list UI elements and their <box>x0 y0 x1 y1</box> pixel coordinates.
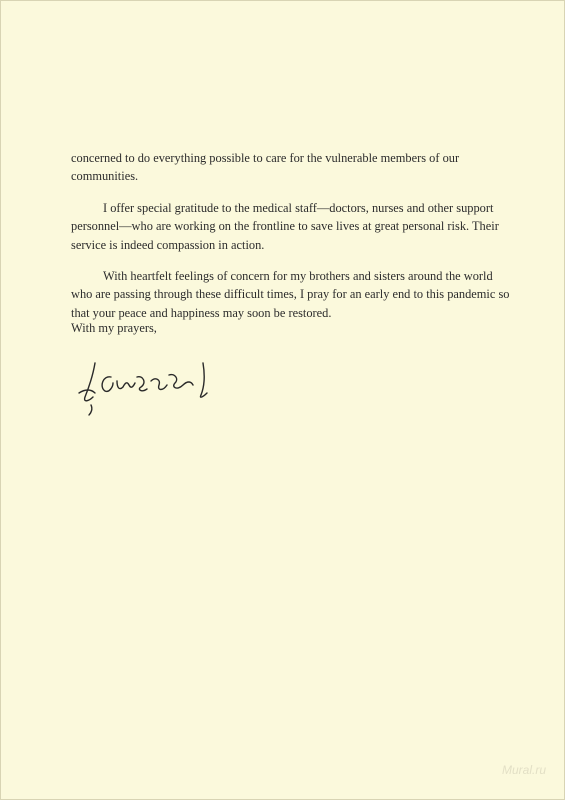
paragraph-2: I offer special gratitude to the medical staff—doctors, nurses and other support personnel—who are working on the frontline to save lives at great personal risk. Their service is indeed compassion in action. <box>71 200 499 252</box>
paragraph-3: With heartfelt feelings of concern for my brothers and sisters around the world who are passing through these difficult times, I pray for an early end to this pandemic so that your peace and happiness may soon be restored. <box>71 269 510 320</box>
letter-body <box>71 149 511 335</box>
watermark: Mural.ru <box>501 763 546 777</box>
signature-icon <box>71 353 231 419</box>
closing-line: With my prayers, <box>71 321 157 335</box>
paragraph-1: concerned to do everything possible to care for the vulnerable members of our communities. <box>71 151 460 184</box>
